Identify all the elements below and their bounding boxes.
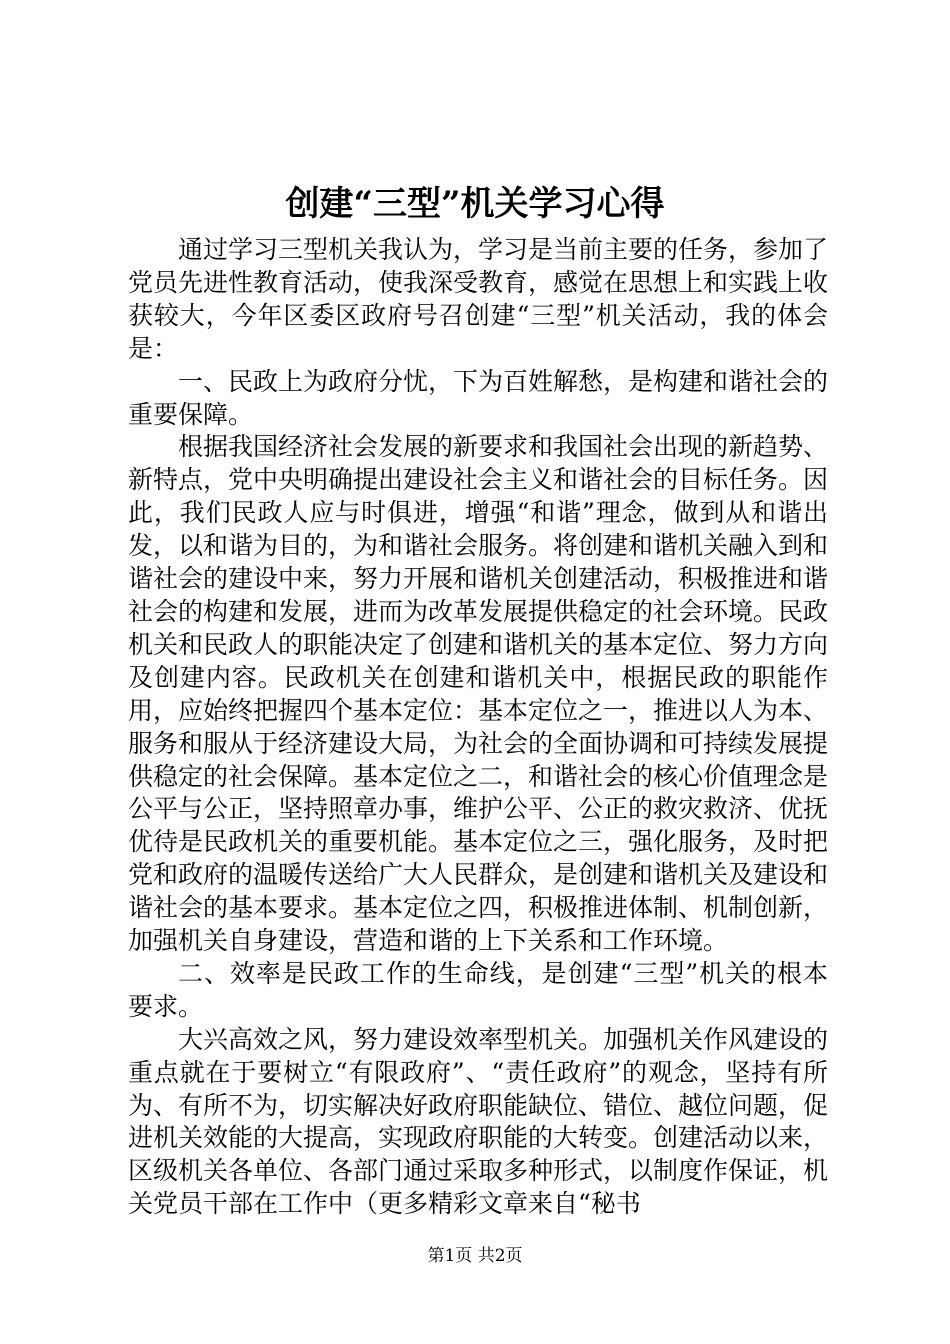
paragraph-harmony: 根据我国经济社会发展的新要求和我国社会出现的新趋势、新特点，党中央明确提出建设社会主义和谐社会的目标任务。因此，我们民政人应与时俱进，增强“和谐”理念，做到从和谐出发，以和谐为目的，为和谐社会服务。将创建和谐机关融入到和谐社会的建设中来，努力开展和谐机关创建活动，积极推进和谐社会的构建和发展，进而为改革发展提供稳定的社会环境。民政机关和民政人的职能决定了创建和谐机关的基本定位、努力方向及创建内容。民政机关在创建和谐机关中，根据民政的职能作用，应始终把握四个基本定位：基本定位之一，推进以人为本、服务和服从于经济建设大局，为社会的全面协调和可持续发展提供稳定的社会保障。基本定位之二，和谐社会的核心价值理念是公平与公正，坚持照章办事，维护公平、公正的救灾救济、优抚优待是民政机关的重要机能。基本定位之三，强化服务，及时把党和政府的温暖传送给广大人民群众，是创建和谐机关及建设和谐社会的基本要求。基本定位之四，积极推进体制、机制创新，加强机关自身建设，营造和谐的上下关系和工作环境。 [128,432,829,956]
page-title: 创建“三型”机关学习心得 [285,184,665,224]
paragraph-intro: 通过学习三型机关我认为，学习是当前主要的任务，参加了党员先进性教育活动，使我深受教育，感觉在思想上和实践上收获较大，今年区委区政府号召创建“三型”机关活动，我的体会是： [128,235,829,363]
document-body [128,234,828,1221]
paragraph-heading-two: 二、效率是民政工作的生命线，是创建“三型”机关的根本要求。 [128,958,828,1021]
paragraph-heading-one: 一、民政上为政府分忧，下为百姓解愁，是构建和谐社会的重要保障。 [128,366,829,429]
page-footer: 第1页 共2页 [427,1246,523,1266]
paragraph-efficiency: 大兴高效之风，努力建设效率型机关。加强机关作风建设的重点就在于要树立“有限政府”、“责任政府”的观念，坚持有所为、有所不为，切实解决好政府职能缺位、错位、越位问题，促进机关效能的大提高，实现政府职能的大转变。创建活动以来，区级机关各单位、各部门通过采取多种形式，以制度作保证，机关党员干部在工作中（更多精彩文章来自“秘书 [128,1024,829,1219]
